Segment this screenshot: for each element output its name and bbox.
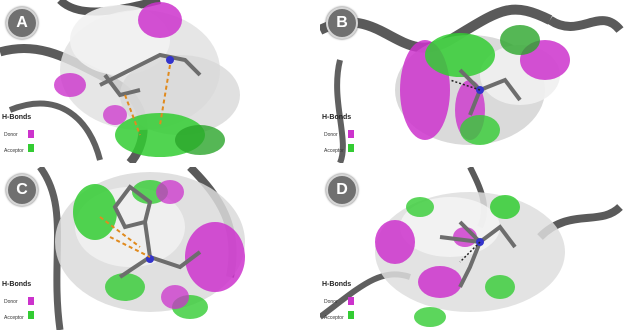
legend-acceptor-label: Acceptor <box>4 148 24 154</box>
panel-c <box>0 167 315 330</box>
legend-acceptor-label: Acceptor <box>324 315 344 321</box>
panel-a-badge: A <box>6 7 38 39</box>
legend-title: H-Bonds <box>2 114 32 121</box>
legend-acceptor-label: Acceptor <box>4 315 24 321</box>
legend-acceptor-swatch <box>28 144 34 152</box>
legend-donor-label: Donor <box>4 299 18 305</box>
panel-a <box>0 0 315 163</box>
legend-donor-label: Donor <box>4 132 18 138</box>
legend-title: H-Bonds <box>322 114 352 121</box>
panel-b-render <box>320 0 635 163</box>
legend-donor-label: Donor <box>324 132 338 138</box>
panel-d <box>320 167 635 330</box>
legend-title: H-Bonds <box>322 281 352 288</box>
legend-acceptor-swatch <box>348 311 354 319</box>
legend-donor-swatch <box>348 297 354 305</box>
legend-donor-swatch <box>348 130 354 138</box>
legend-donor-label: Donor <box>324 299 338 305</box>
legend-acceptor-label: Acceptor <box>324 148 344 154</box>
panel-b <box>320 0 635 163</box>
panel-a-legend <box>2 114 42 158</box>
panel-b-badge: B <box>326 7 358 39</box>
legend-donor-swatch <box>28 130 34 138</box>
panel-c-badge: C <box>6 174 38 206</box>
legend-title: H-Bonds <box>2 281 32 288</box>
legend-acceptor-swatch <box>28 311 34 319</box>
panel-c-render <box>0 167 315 330</box>
panel-d-render <box>320 167 635 330</box>
panel-d-legend <box>322 281 362 325</box>
panel-d-badge: D <box>326 174 358 206</box>
legend-acceptor-swatch <box>348 144 354 152</box>
panel-c-legend <box>2 281 42 325</box>
legend-donor-swatch <box>28 297 34 305</box>
panel-b-legend <box>322 114 362 158</box>
panel-a-render <box>0 0 315 163</box>
